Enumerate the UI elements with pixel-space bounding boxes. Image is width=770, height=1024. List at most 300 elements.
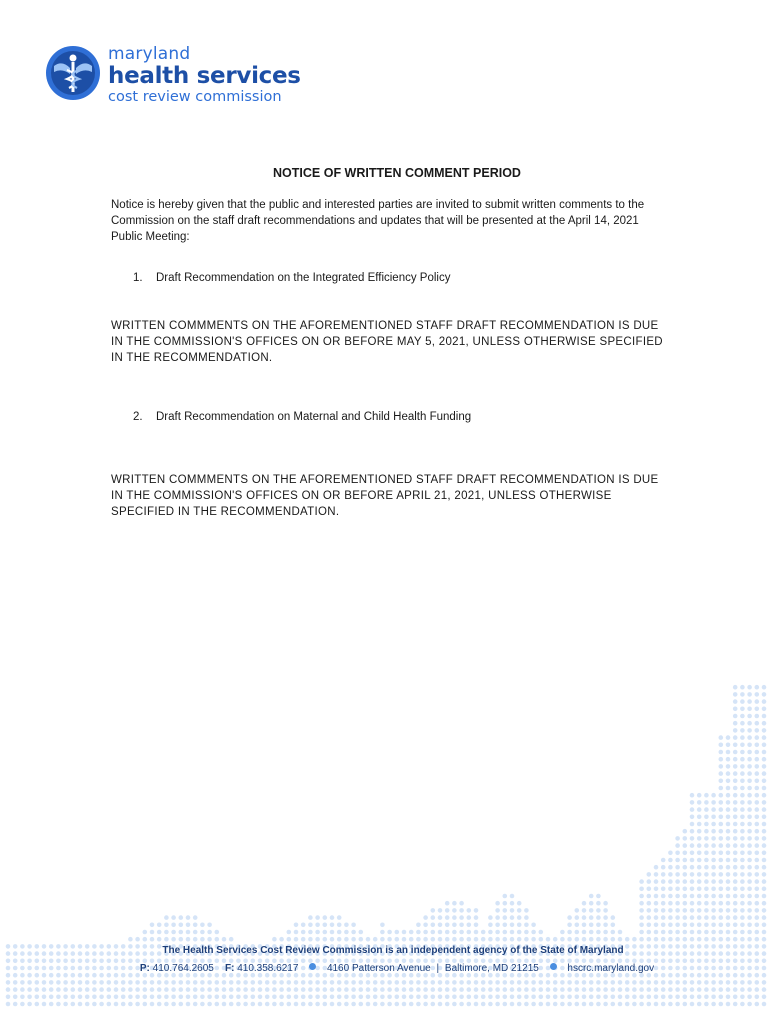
pattern-dot [740, 757, 745, 762]
pattern-dot [495, 937, 500, 942]
pattern-dot [171, 987, 176, 992]
pattern-dot [337, 995, 342, 1000]
pattern-dot [755, 707, 760, 712]
pattern-dot [575, 937, 580, 942]
pattern-dot [495, 930, 500, 935]
pattern-dot [128, 937, 133, 942]
intro-paragraph: Notice is hereby given that the public and interested parties are invited to submit written comments to the Commission on the staff draft recommendations and updates that will be presented at the April 14, 2021 Public Meeting: [111, 199, 645, 243]
pattern-dot [42, 1002, 47, 1007]
pattern-dot [488, 987, 493, 992]
pattern-dot [171, 980, 176, 985]
pattern-dot [287, 980, 292, 985]
pattern-dot [222, 995, 227, 1000]
pattern-dot [762, 764, 767, 769]
pattern-dot [474, 1002, 479, 1007]
pattern-dot [589, 915, 594, 920]
pattern-dot [35, 987, 40, 992]
pattern-dot [387, 937, 392, 942]
pattern-dot [733, 728, 738, 733]
pattern-dot [423, 915, 428, 920]
pattern-dot [747, 995, 752, 1000]
pattern-dot [611, 980, 616, 985]
pattern-dot [747, 815, 752, 820]
pattern-dot [697, 865, 702, 870]
pattern-dot [351, 980, 356, 985]
pattern-dot [647, 915, 652, 920]
pattern-dot [675, 872, 680, 877]
pattern-dot [726, 901, 731, 906]
pattern-dot [395, 930, 400, 935]
pattern-dot [452, 915, 457, 920]
pattern-dot [625, 937, 630, 942]
pattern-dot [107, 1002, 112, 1007]
pattern-dot [747, 858, 752, 863]
pattern-dot [654, 879, 659, 884]
pattern-dot [438, 1002, 443, 1007]
pattern-dot [632, 1002, 637, 1007]
pattern-dot [647, 980, 652, 985]
pattern-dot [459, 915, 464, 920]
pattern-dot [733, 793, 738, 798]
pattern-dot [755, 685, 760, 690]
pattern-dot [524, 908, 529, 913]
pattern-dot [215, 1002, 220, 1007]
pattern-dot [603, 995, 608, 1000]
pattern-dot [467, 937, 472, 942]
pattern-dot [711, 887, 716, 892]
pattern-dot [546, 995, 551, 1000]
pattern-dot [762, 707, 767, 712]
pattern-dot [416, 923, 421, 928]
pattern-dot [63, 995, 68, 1000]
pattern-dot [179, 937, 184, 942]
pattern-dot [63, 1002, 68, 1007]
pattern-dot [747, 721, 752, 726]
pattern-dot [200, 987, 205, 992]
pattern-dot [207, 1002, 212, 1007]
pattern-dot [733, 743, 738, 748]
item-number: 1. [133, 272, 143, 284]
pattern-dot [143, 995, 148, 1000]
pattern-dot [416, 937, 421, 942]
pattern-dot [481, 1002, 486, 1007]
pattern-dot [711, 800, 716, 805]
pattern-dot [27, 1002, 32, 1007]
pattern-dot [618, 937, 623, 942]
pattern-dot [150, 923, 155, 928]
pattern-dot [6, 966, 11, 971]
pattern-dot [510, 915, 515, 920]
pattern-dot [747, 793, 752, 798]
pattern-dot [402, 980, 407, 985]
pattern-dot [647, 995, 652, 1000]
pattern-dot [452, 930, 457, 935]
pattern-dot [726, 995, 731, 1000]
pattern-dot [596, 915, 601, 920]
pattern-dot [164, 930, 169, 935]
pattern-dot [229, 995, 234, 1000]
pattern-dot [675, 836, 680, 841]
pattern-dot [251, 1002, 256, 1007]
pattern-dot [697, 858, 702, 863]
pattern-dot [179, 987, 184, 992]
pattern-dot [719, 793, 724, 798]
pattern-dot [272, 980, 277, 985]
pattern-dot [431, 908, 436, 913]
pattern-dot [733, 894, 738, 899]
pattern-dot [524, 987, 529, 992]
pattern-dot [697, 915, 702, 920]
pattern-dot [755, 757, 760, 762]
pattern-dot [279, 987, 284, 992]
pattern-dot [654, 894, 659, 899]
pattern-dot [452, 995, 457, 1000]
pattern-dot [740, 685, 745, 690]
pattern-dot [575, 915, 580, 920]
pattern-dot [733, 822, 738, 827]
pattern-dot [726, 735, 731, 740]
pattern-dot [733, 879, 738, 884]
pattern-dot [755, 692, 760, 697]
pattern-dot [539, 930, 544, 935]
pattern-dot [647, 930, 652, 935]
pattern-dot [503, 923, 508, 928]
pattern-dot [719, 879, 724, 884]
pattern-dot [733, 815, 738, 820]
pattern-dot [719, 908, 724, 913]
pattern-dot [380, 937, 385, 942]
pattern-dot [143, 980, 148, 985]
pattern-dot [179, 930, 184, 935]
pattern-dot [747, 915, 752, 920]
pattern-dot [740, 829, 745, 834]
pattern-dot [503, 915, 508, 920]
pattern-dot [690, 887, 695, 892]
pattern-dot [697, 987, 702, 992]
pattern-dot [445, 995, 450, 1000]
pattern-dot [647, 1002, 652, 1007]
pattern-dot [157, 1002, 162, 1007]
pattern-dot [639, 980, 644, 985]
pattern-dot [150, 937, 155, 942]
deadline-notice: WRITTEN COMMMENTS ON THE AFOREMENTIONED STAFF DRAFT RECOMMENDATION IS DUE IN THE COMMISSION'S OFFICES ON OR BEFORE APRIL 21, 2021, UNLESS OTHERWISE SPECIFIED IN THE RECOMMENDATION. [111, 474, 659, 518]
pattern-dot [647, 872, 652, 877]
pattern-dot [654, 865, 659, 870]
pattern-dot [611, 995, 616, 1000]
pattern-dot [575, 1002, 580, 1007]
pattern-dot [445, 937, 450, 942]
pattern-dot [423, 930, 428, 935]
pattern-dot [92, 1002, 97, 1007]
pattern-dot [567, 987, 572, 992]
pattern-dot [661, 894, 666, 899]
pattern-dot [762, 879, 767, 884]
pattern-dot [719, 764, 724, 769]
pattern-dot [596, 901, 601, 906]
pattern-dot [733, 750, 738, 755]
pattern-dot [107, 987, 112, 992]
pattern-dot [380, 995, 385, 1000]
pattern-dot [747, 865, 752, 870]
pattern-dot [272, 937, 277, 942]
pattern-dot [762, 987, 767, 992]
pattern-dot [330, 937, 335, 942]
pattern-dot [625, 987, 630, 992]
pattern-dot [740, 879, 745, 884]
pattern-dot [747, 743, 752, 748]
pattern-dot [265, 980, 270, 985]
pattern-dot [755, 735, 760, 740]
pattern-dot [711, 879, 716, 884]
pattern-dot [740, 930, 745, 935]
pattern-dot [747, 930, 752, 935]
pattern-dot [611, 937, 616, 942]
pattern-dot [373, 995, 378, 1000]
pattern-dot [510, 987, 515, 992]
pattern-dot [186, 915, 191, 920]
pattern-dot [582, 1002, 587, 1007]
pattern-dot [186, 980, 191, 985]
pattern-dot [726, 779, 731, 784]
logo-line-cost-review: cost review commission [108, 89, 282, 105]
pattern-dot [697, 793, 702, 798]
pattern-dot [603, 1002, 608, 1007]
pattern-dot [618, 995, 623, 1000]
pattern-dot [762, 829, 767, 834]
pattern-dot [755, 930, 760, 935]
pattern-dot [747, 872, 752, 877]
pattern-dot [301, 995, 306, 1000]
pattern-dot [618, 930, 623, 935]
pattern-dot [683, 887, 688, 892]
pattern-dot [366, 987, 371, 992]
pattern-dot [690, 843, 695, 848]
pattern-dot [193, 915, 198, 920]
pattern-dot [301, 1002, 306, 1007]
pattern-dot [726, 879, 731, 884]
pattern-dot [603, 908, 608, 913]
pattern-dot [85, 987, 90, 992]
pattern-dot [747, 692, 752, 697]
list-item [133, 411, 471, 423]
pattern-dot [747, 764, 752, 769]
pattern-dot [733, 995, 738, 1000]
pattern-dot [186, 937, 191, 942]
pattern-dot [438, 923, 443, 928]
pattern-dot [315, 930, 320, 935]
pattern-dot [387, 987, 392, 992]
pattern-dot [690, 915, 695, 920]
pattern-dot [531, 980, 536, 985]
pattern-dot [654, 915, 659, 920]
pattern-dot [632, 987, 637, 992]
pattern-dot [481, 930, 486, 935]
pattern-dot [294, 980, 299, 985]
pattern-dot [431, 987, 436, 992]
pattern-dot [49, 987, 54, 992]
pattern-dot [423, 980, 428, 985]
pattern-dot [589, 1002, 594, 1007]
pattern-dot [762, 807, 767, 812]
pattern-dot [575, 980, 580, 985]
pattern-dot [697, 995, 702, 1000]
pattern-dot [193, 937, 198, 942]
pattern-dot [157, 987, 162, 992]
street-address: 4160 Patterson Avenue [326, 963, 431, 974]
pattern-dot [697, 879, 702, 884]
pattern-dot [308, 1002, 313, 1007]
pattern-dot [589, 923, 594, 928]
pattern-dot [474, 930, 479, 935]
pattern-dot [459, 908, 464, 913]
pattern-dot [747, 771, 752, 776]
pattern-dot [675, 980, 680, 985]
pattern-dot [395, 937, 400, 942]
pattern-dot [719, 894, 724, 899]
pattern-dot [207, 995, 212, 1000]
pattern-dot [200, 930, 205, 935]
pattern-dot [675, 930, 680, 935]
pattern-dot [755, 764, 760, 769]
pattern-dot [740, 815, 745, 820]
pattern-dot [762, 872, 767, 877]
pattern-dot [423, 987, 428, 992]
pattern-dot [330, 1002, 335, 1007]
pattern-dot [762, 757, 767, 762]
pattern-dot [164, 995, 169, 1000]
pattern-dot [323, 937, 328, 942]
pattern-dot [740, 908, 745, 913]
pattern-dot [143, 937, 148, 942]
pattern-dot [150, 1002, 155, 1007]
pattern-dot [150, 995, 155, 1000]
pattern-dot [668, 915, 673, 920]
pattern-dot [431, 1002, 436, 1007]
pattern-dot [719, 800, 724, 805]
pattern-dot [675, 987, 680, 992]
pattern-dot [582, 987, 587, 992]
pattern-dot [215, 987, 220, 992]
pattern-dot [323, 915, 328, 920]
pattern-dot [711, 807, 716, 812]
pattern-dot [567, 980, 572, 985]
pattern-dot [740, 699, 745, 704]
pattern-dot [668, 995, 673, 1000]
pattern-dot [193, 987, 198, 992]
pattern-dot [733, 923, 738, 928]
pattern-dot [596, 987, 601, 992]
pattern-dot [272, 987, 277, 992]
pattern-dot [567, 937, 572, 942]
pattern-dot [243, 1002, 248, 1007]
pattern-dot [222, 980, 227, 985]
pattern-dot [128, 995, 133, 1000]
pattern-dot [222, 987, 227, 992]
pattern-dot [582, 923, 587, 928]
pattern-dot [330, 987, 335, 992]
pattern-dot [560, 937, 565, 942]
pattern-dot [704, 915, 709, 920]
pattern-dot [711, 865, 716, 870]
pattern-dot [416, 995, 421, 1000]
pattern-dot [690, 858, 695, 863]
pattern-dot [524, 980, 529, 985]
website-link[interactable]: hscrc.maryland.gov [567, 963, 655, 974]
pattern-dot [632, 937, 637, 942]
pattern-dot [171, 937, 176, 942]
pattern-dot [344, 987, 349, 992]
pattern-dot [719, 887, 724, 892]
pattern-dot [726, 894, 731, 899]
pattern-dot [99, 995, 104, 1000]
pattern-dot [755, 829, 760, 834]
pattern-dot [719, 750, 724, 755]
pattern-dot [186, 995, 191, 1000]
pattern-dot [301, 937, 306, 942]
pattern-dot [762, 793, 767, 798]
pattern-dot [639, 937, 644, 942]
pattern-dot [35, 995, 40, 1000]
pattern-dot [409, 930, 414, 935]
pattern-dot [459, 930, 464, 935]
pattern-dot [661, 901, 666, 906]
pattern-dot [380, 987, 385, 992]
pattern-dot [438, 937, 443, 942]
pattern-dot [157, 930, 162, 935]
pattern-dot [524, 995, 529, 1000]
pattern-dot [287, 1002, 292, 1007]
pattern-dot [589, 930, 594, 935]
pattern-dot [647, 879, 652, 884]
pattern-dot [539, 995, 544, 1000]
pattern-dot [387, 930, 392, 935]
pattern-dot [582, 915, 587, 920]
pattern-dot [524, 915, 529, 920]
pattern-dot [330, 923, 335, 928]
pattern-dot [683, 901, 688, 906]
pattern-dot [719, 930, 724, 935]
pattern-dot [330, 915, 335, 920]
pattern-dot [42, 987, 47, 992]
pattern-dot [697, 829, 702, 834]
pattern-dot [287, 987, 292, 992]
pattern-dot [697, 843, 702, 848]
pattern-dot [215, 937, 220, 942]
pattern-dot [704, 872, 709, 877]
pattern-dot [359, 930, 364, 935]
pattern-dot [733, 901, 738, 906]
pattern-dot [690, 872, 695, 877]
pattern-dot [20, 995, 25, 1000]
pattern-dot [27, 980, 32, 985]
pattern-dot [719, 1002, 724, 1007]
pattern-dot [639, 894, 644, 899]
pattern-dot [747, 685, 752, 690]
pattern-dot [762, 699, 767, 704]
pattern-dot [474, 980, 479, 985]
pattern-dot [661, 865, 666, 870]
pattern-dot [308, 923, 313, 928]
pattern-dot [524, 1002, 529, 1007]
pattern-dot [668, 987, 673, 992]
pattern-dot [697, 923, 702, 928]
pattern-dot [495, 980, 500, 985]
pattern-dot [488, 980, 493, 985]
pattern-dot [675, 894, 680, 899]
pattern-dot [510, 923, 515, 928]
pattern-dot [13, 980, 18, 985]
pattern-dot [452, 1002, 457, 1007]
